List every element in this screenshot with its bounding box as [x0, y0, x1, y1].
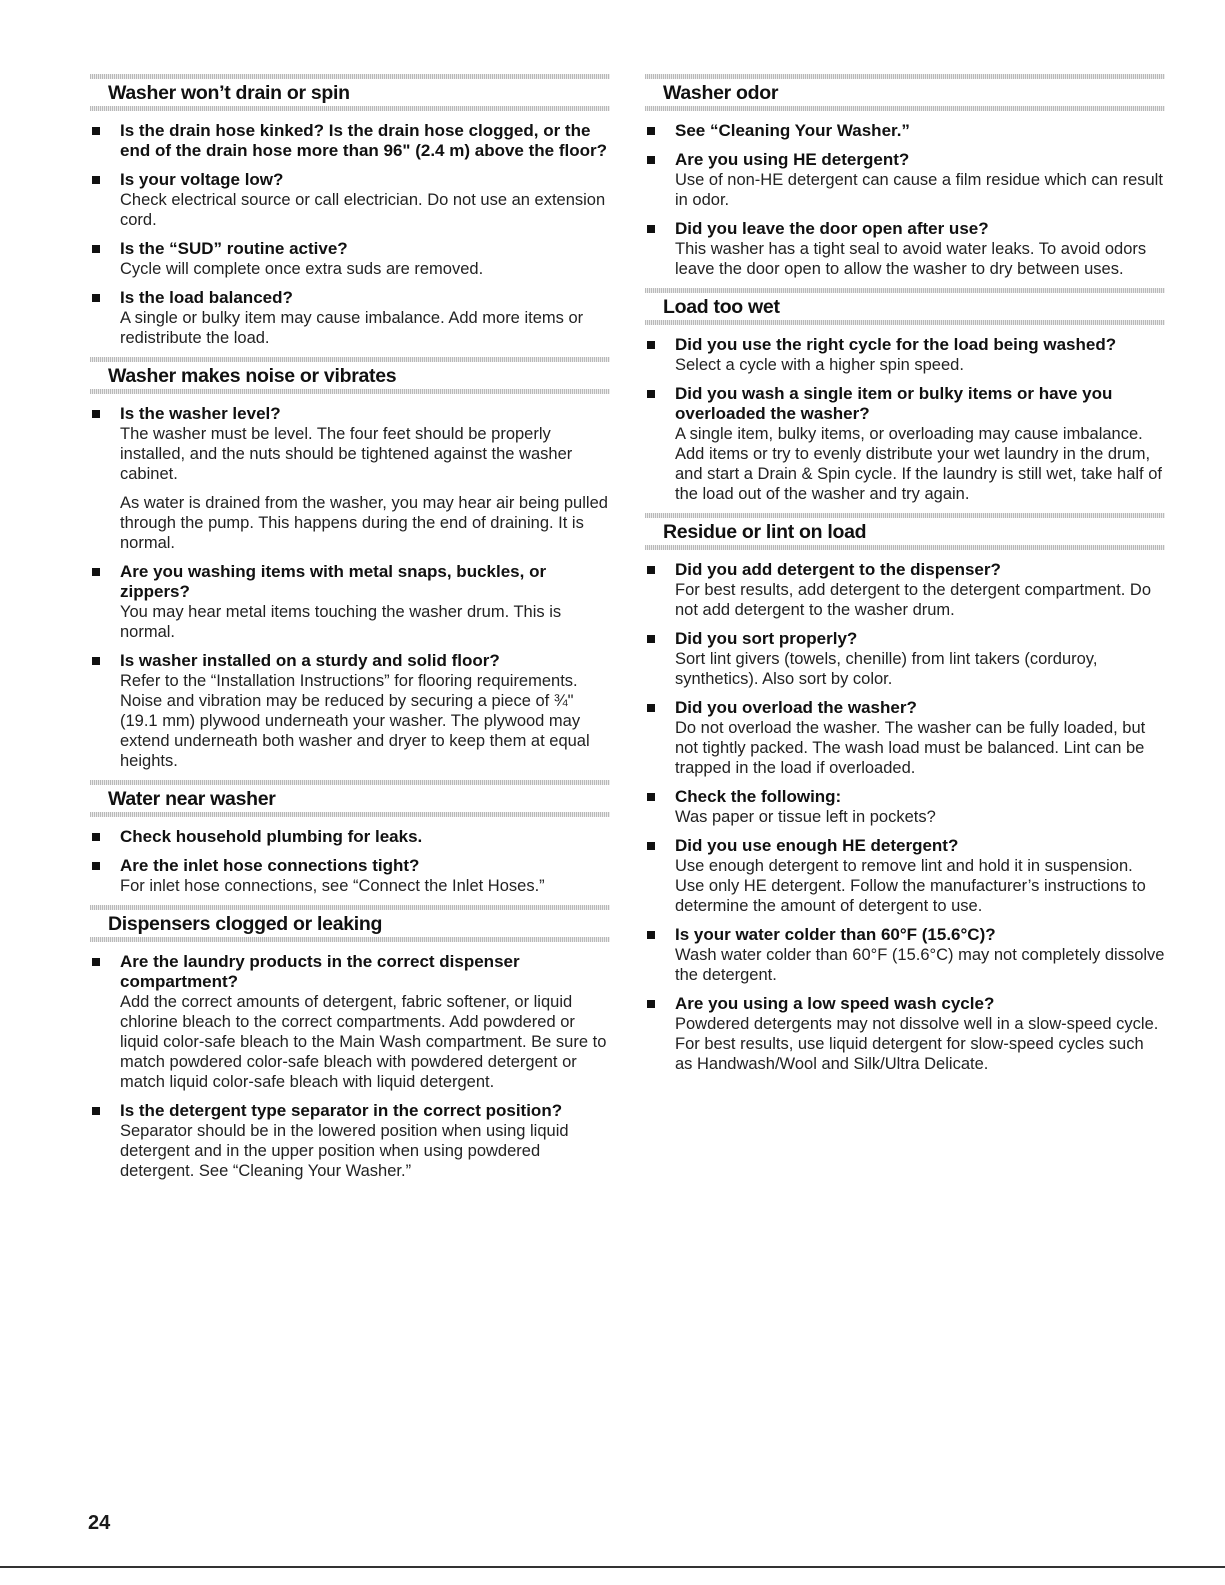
square-bullet-icon: [92, 127, 100, 135]
square-bullet-icon: [92, 294, 100, 302]
answer-text: A single item, bulky items, or overloading may cause imbalance. Add items or try to evenly distribute your wet laundry in the drum, and start a Drain & Spin cycle. If the laundry is still wet, take half of the load out of the washer and try again.: [675, 425, 1162, 503]
list-item: [645, 384, 1165, 504]
list-item: [90, 651, 610, 771]
answer-text: For inlet hose connections, see “Connect the Inlet Hoses.”: [120, 877, 545, 895]
question-text: Is the drain hose kinked? Is the drain hose clogged, or the end of the drain hose more than 96" (2.4 m) above the floor?: [120, 121, 607, 160]
square-bullet-icon: [647, 225, 655, 233]
answer-text: A single or bulky item may cause imbalance. Add more items or redistribute the load.: [120, 309, 584, 347]
square-bullet-icon: [647, 931, 655, 939]
answer-text: Separator should be in the lowered position when using liquid detergent and in the upper position when using powdered detergent. See “Cleaning Your Washer.”: [120, 1122, 569, 1180]
section-title: Residue or lint on load: [645, 513, 1165, 550]
right-column: [645, 74, 1165, 1083]
question-text: Is your voltage low?: [120, 170, 284, 189]
section-dispensers-clogged-or-leaking: [90, 905, 610, 1181]
question-text: Did you use the right cycle for the load being washed?: [675, 335, 1117, 354]
answer-text: Refer to the “Installation Instructions” for flooring requirements. Noise and vibration may be reduced by securing a piece of ¾" (19.1 mm) plywood underneath your washer. The plywood may extend underneath both washer and dryer to keep them at equal heights.: [120, 672, 590, 770]
question-text: Did you leave the door open after use?: [675, 219, 989, 238]
answer-text: Powdered detergents may not dissolve well in a slow-speed cycle. For best results, use liquid detergent for slow-speed cycles such as Handwash/Wool and Silk/Ultra Delicate.: [675, 1015, 1159, 1073]
list-item: [645, 925, 1165, 985]
list-item: [90, 1101, 610, 1181]
question-text: Did you overload the washer?: [675, 698, 917, 717]
square-bullet-icon: [92, 958, 100, 966]
square-bullet-icon: [92, 1107, 100, 1115]
answer-text: Cycle will complete once extra suds are removed.: [120, 260, 484, 278]
section-title: Washer won’t drain or spin: [90, 74, 610, 111]
section-title: Dispensers clogged or leaking: [90, 905, 610, 942]
answer-text: Sort lint givers (towels, chenille) from lint takers (corduroy, synthetics). Also sort by color.: [675, 650, 1098, 688]
troubleshooting-list: [90, 827, 610, 896]
question-text: Did you wash a single item or bulky items or have you overloaded the washer?: [675, 384, 1113, 423]
section-water-near-washer: [90, 780, 610, 896]
square-bullet-icon: [647, 566, 655, 574]
answer-text: Check electrical source or call electrician. Do not use an extension cord.: [120, 191, 606, 229]
square-bullet-icon: [92, 862, 100, 870]
square-bullet-icon: [647, 156, 655, 164]
troubleshooting-list: [90, 404, 610, 771]
list-item: [90, 288, 610, 348]
list-item: [645, 629, 1165, 689]
question-text: Are the inlet hose connections tight?: [120, 856, 420, 875]
section-washer-won-t-drain-or-spin: [90, 74, 610, 348]
question-text: Are you using a low speed wash cycle?: [675, 994, 995, 1013]
answer-text: This washer has a tight seal to avoid water leaks. To avoid odors leave the door open to allow the washer to dry between uses.: [675, 240, 1147, 278]
question-text: Is the load balanced?: [120, 288, 293, 307]
answer-text: The washer must be level. The four feet should be properly installed, and the nuts should be tightened against the washer cabinet.: [120, 425, 573, 483]
question-text: Check household plumbing for leaks.: [120, 827, 423, 846]
list-item: [90, 121, 610, 161]
square-bullet-icon: [92, 568, 100, 576]
bottom-rule: [0, 1566, 1225, 1568]
answer-text: Was paper or tissue left in pockets?: [675, 808, 936, 826]
list-item: [90, 239, 610, 279]
list-item: [645, 150, 1165, 210]
answer-text: Select a cycle with a higher spin speed.: [675, 356, 964, 374]
section-title: Washer makes noise or vibrates: [90, 357, 610, 394]
question-text: Are you washing items with metal snaps, buckles, or zippers?: [120, 562, 547, 601]
square-bullet-icon: [92, 833, 100, 841]
section-load-too-wet: [645, 288, 1165, 504]
list-item: [90, 952, 610, 1092]
section-title: Load too wet: [645, 288, 1165, 325]
troubleshooting-list: [645, 335, 1165, 504]
troubleshooting-list: [90, 121, 610, 348]
square-bullet-icon: [647, 341, 655, 349]
left-column: [90, 74, 610, 1190]
square-bullet-icon: [647, 842, 655, 850]
answer-text: Do not overload the washer. The washer can be fully loaded, but not tightly packed. The wash load must be balanced. Lint can be trapped in the load if overloaded.: [675, 719, 1146, 777]
section-washer-makes-noise-or-vibrates: [90, 357, 610, 771]
question-text: Check the following:: [675, 787, 842, 806]
question-text: Is your water colder than 60°F (15.6°C)?: [675, 925, 996, 944]
square-bullet-icon: [647, 1000, 655, 1008]
list-item: [90, 856, 610, 896]
list-item: [90, 827, 610, 847]
square-bullet-icon: [92, 245, 100, 253]
square-bullet-icon: [647, 390, 655, 398]
list-item: [645, 219, 1165, 279]
section-residue-or-lint-on-load: [645, 513, 1165, 1074]
square-bullet-icon: [647, 704, 655, 712]
square-bullet-icon: [647, 635, 655, 643]
page-number: 24: [88, 1512, 111, 1534]
list-item: [90, 404, 610, 553]
question-text: Did you add detergent to the dispenser?: [675, 560, 1001, 579]
list-item: [645, 836, 1165, 916]
question-text: Is washer installed on a sturdy and solid floor?: [120, 651, 500, 670]
answer-text: As water is drained from the washer, you may hear air being pulled through the pump. This happens during the end of draining. It is normal.: [120, 494, 608, 552]
question-text: Is the washer level?: [120, 404, 281, 423]
question-text: See “Cleaning Your Washer.”: [675, 121, 910, 140]
square-bullet-icon: [647, 793, 655, 801]
list-item: [645, 787, 1165, 827]
question-text: Is the “SUD” routine active?: [120, 239, 348, 258]
troubleshooting-list: [645, 560, 1165, 1074]
answer-text: Use of non-HE detergent can cause a film residue which can result in odor.: [675, 171, 1163, 209]
square-bullet-icon: [92, 657, 100, 665]
question-text: Are you using HE detergent?: [675, 150, 910, 169]
answer-text: Add the correct amounts of detergent, fabric softener, or liquid chlorine bleach to the correct compartments. Add powdered or liquid color-safe bleach to the Main Wash compartment. Be sure to match powdered color-safe bleach with powdered detergent or match liquid color-safe bleach with liquid detergent.: [120, 993, 607, 1091]
question-text: Are the laundry products in the correct dispenser compartment?: [120, 952, 520, 991]
list-item: [645, 560, 1165, 620]
square-bullet-icon: [92, 410, 100, 418]
list-item: [90, 170, 610, 230]
section-washer-odor: [645, 74, 1165, 279]
troubleshooting-list: [645, 121, 1165, 279]
square-bullet-icon: [647, 127, 655, 135]
list-item: [645, 121, 1165, 141]
question-text: Did you sort properly?: [675, 629, 858, 648]
list-item: [645, 994, 1165, 1074]
list-item: [90, 562, 610, 642]
question-text: Did you use enough HE detergent?: [675, 836, 959, 855]
list-item: [645, 335, 1165, 375]
answer-text: For best results, add detergent to the detergent compartment. Do not add detergent to the washer drum.: [675, 581, 1152, 619]
section-title: Water near washer: [90, 780, 610, 817]
answer-text: Use enough detergent to remove lint and hold it in suspension. Use only HE detergent. Follow the manufacturer’s instructions to determine the amount of detergent to use.: [675, 857, 1146, 915]
section-title: Washer odor: [645, 74, 1165, 111]
question-text: Is the detergent type separator in the correct position?: [120, 1101, 563, 1120]
answer-text: You may hear metal items touching the washer drum. This is normal.: [120, 603, 562, 641]
troubleshooting-list: [90, 952, 610, 1181]
answer-text: Wash water colder than 60°F (15.6°C) may not completely dissolve the detergent.: [675, 946, 1165, 984]
list-item: [645, 698, 1165, 778]
square-bullet-icon: [92, 176, 100, 184]
